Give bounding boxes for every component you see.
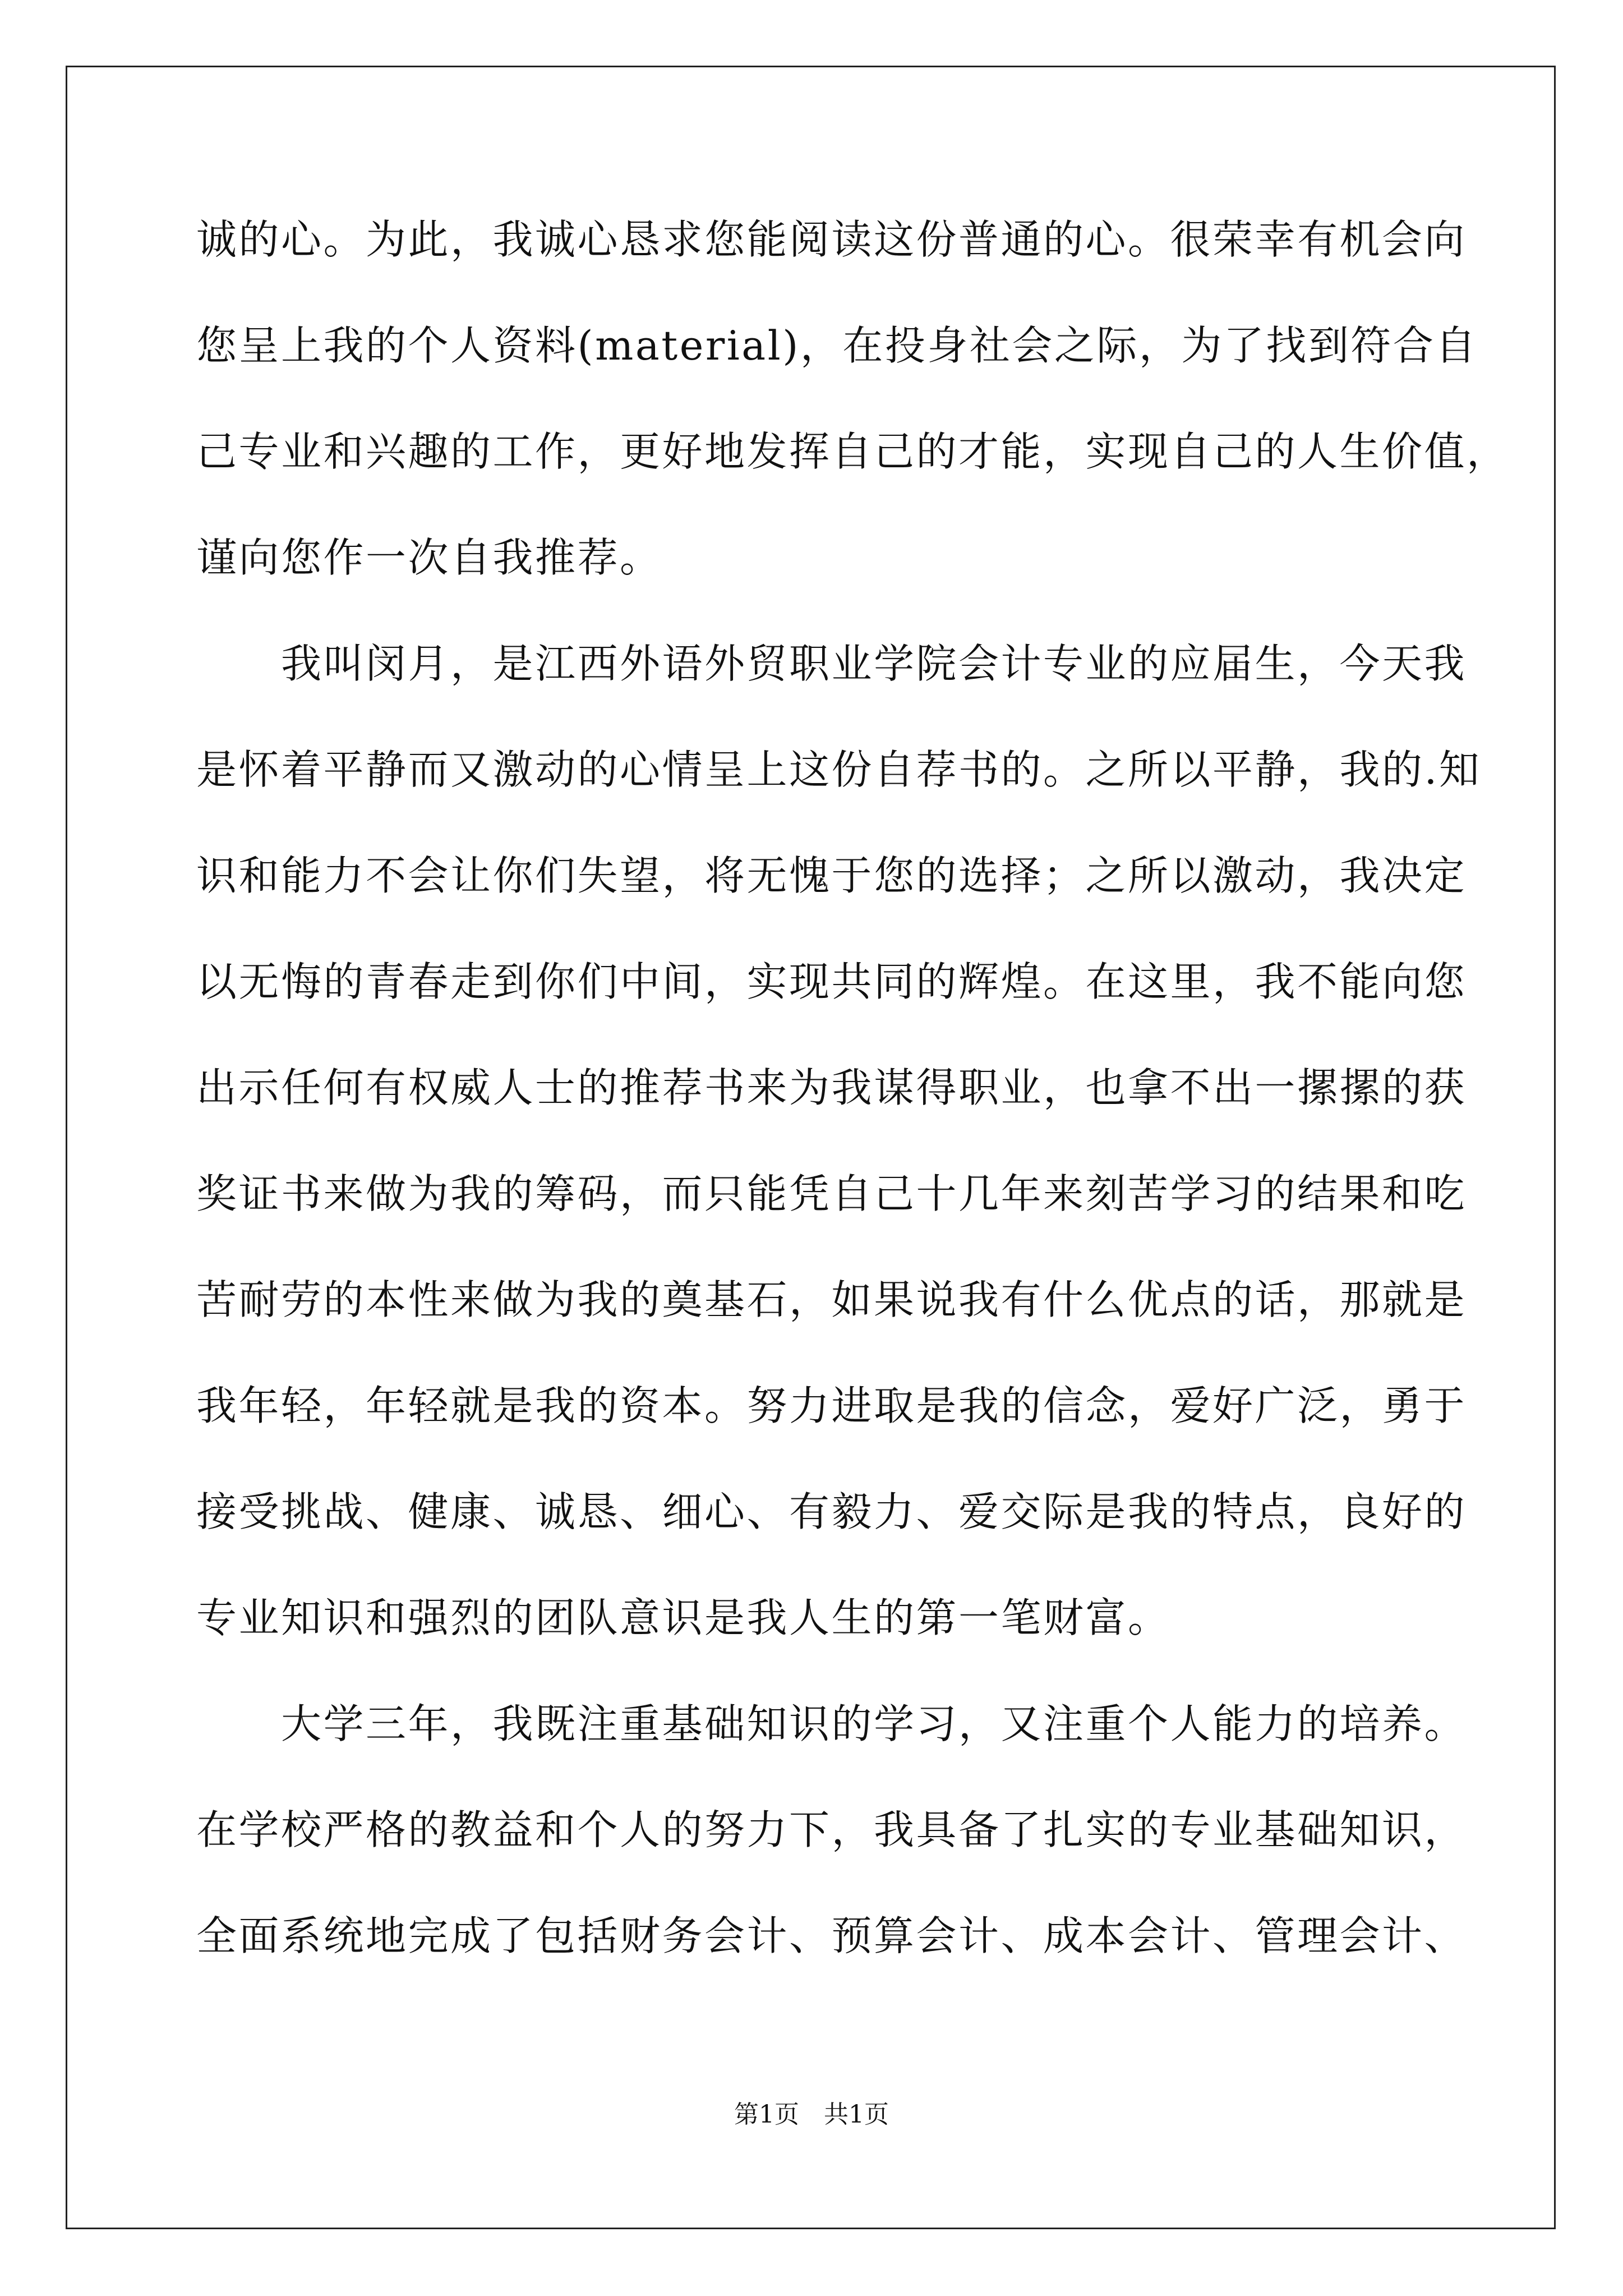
- text-line: 是怀着平静而又激动的心情呈上这份自荐书的。之所以平静，我的.知: [196, 746, 1482, 793]
- text-line: 我叫闵月，是江西外语外贸职业学院会计专业的应届生，今天我: [196, 640, 1467, 687]
- text-line: 以无悔的青春走到你们中间，实现共同的辉煌。在这里，我不能向您: [196, 958, 1467, 1005]
- text-line: 在学校严格的教益和个人的努力下，我具备了扎实的专业基础知识，: [196, 1806, 1467, 1853]
- text-line: 识和能力不会让你们失望，将无愧于您的选择；之所以激动，我决定: [196, 852, 1467, 899]
- document-body: [196, 210, 1509, 2013]
- text-line: 谨向您作一次自我推荐。: [196, 534, 662, 581]
- text-line: 苦耐劳的本性来做为我的奠基石，如果说我有什么优点的话，那就是: [196, 1276, 1467, 1323]
- text-line: 诚的心。为此，我诚心恳求您能阅读这份普通的心。很荣幸有机会向: [196, 216, 1467, 263]
- text-line: 大学三年，我既注重基础知识的学习，又注重个人能力的培养。: [196, 1700, 1467, 1747]
- text-line: 全面系统地完成了包括财务会计、预算会计、成本会计、管理会计、: [196, 1912, 1467, 1959]
- text-line: 出示任何有权威人士的推荐书来为我谋得职业，也拿不出一摞摞的获: [196, 1064, 1467, 1111]
- page-number-footer: 第1页 共1页: [734, 2100, 889, 2129]
- text-line: 奖证书来做为我的筹码，而只能凭自己十几年来刻苦学习的结果和吃: [196, 1170, 1467, 1217]
- text-line: 接受挑战、健康、诚恳、细心、有毅力、爱交际是我的特点，良好的: [196, 1488, 1467, 1535]
- text-line: 我年轻，年轻就是我的资本。努力进取是我的信念，爱好广泛，勇于: [196, 1382, 1467, 1429]
- text-line: 您呈上我的个人资料(material)，在投身社会之际，为了找到符合自: [196, 322, 1478, 369]
- text-line: 专业知识和强烈的团队意识是我人生的第一笔财富。: [196, 1594, 1170, 1641]
- text-line: 己专业和兴趣的工作，更好地发挥自己的才能，实现自己的人生价值，: [196, 428, 1509, 475]
